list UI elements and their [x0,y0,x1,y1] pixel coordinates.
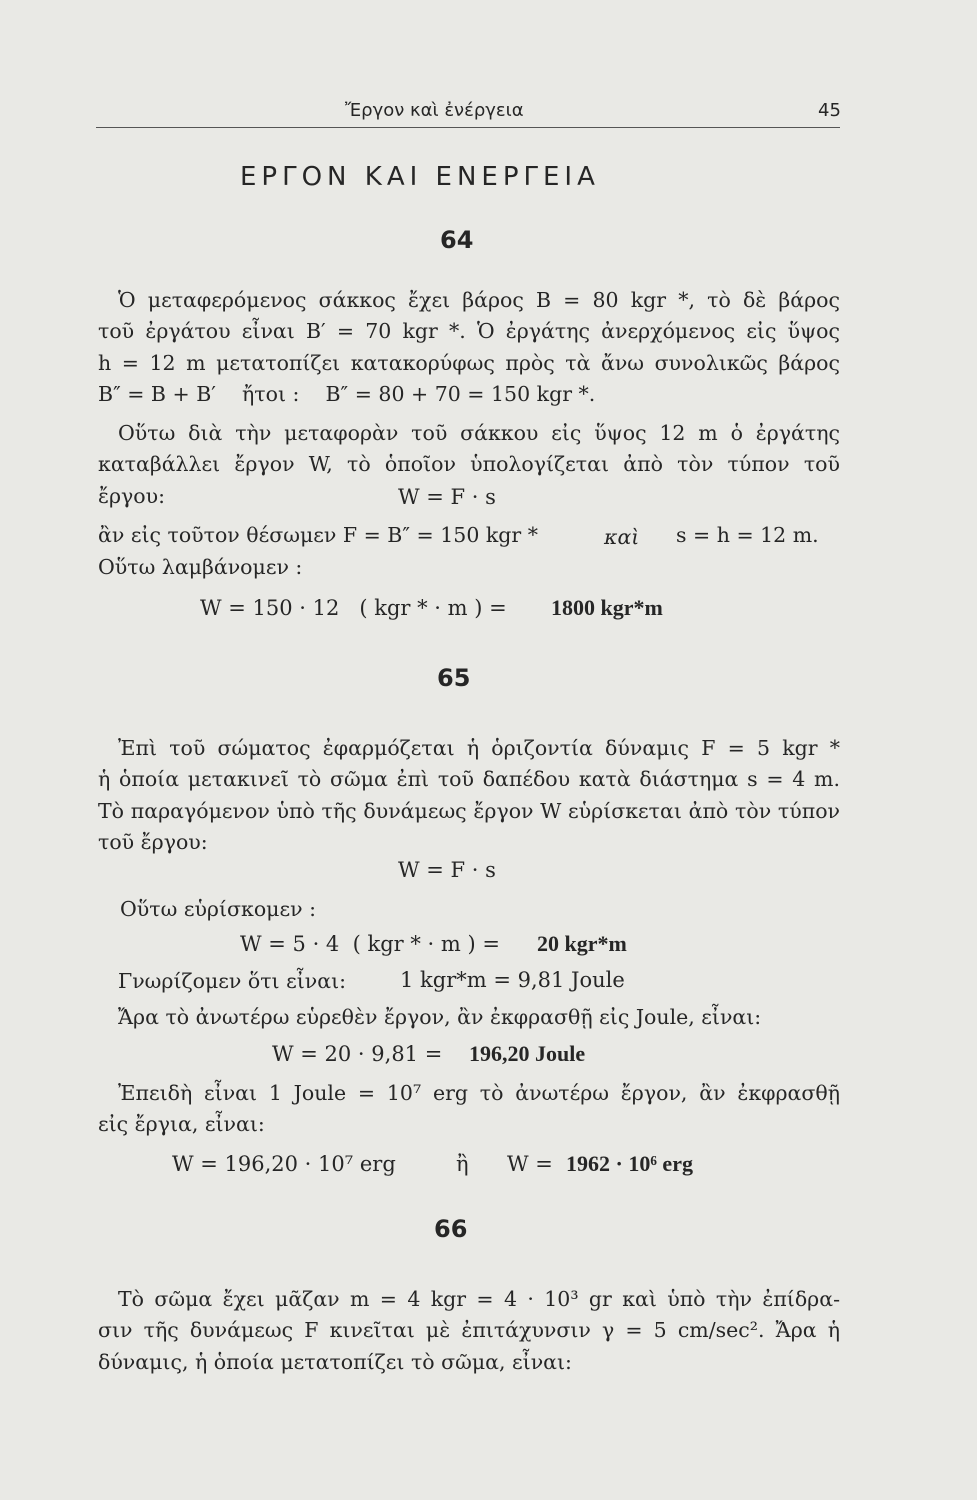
chapter-title: ΕΡΓΟΝ ΚΑΙ ΕΝΕΡΓΕΙΑ [240,162,600,192]
or-word: ἢ [456,1152,469,1176]
s-value: s = h = 12 m. [676,523,819,547]
since-paragraph [98,1078,840,1141]
and-word: καὶ [604,525,640,549]
result-value-65: 20 kgr*m [537,931,627,956]
erg-expression: W = 196,20 · 10⁷ erg [172,1152,396,1176]
text-line: Τὸ σῶμα ἔχει μᾶζαν m = 4 kgr = 4 · 10³ gr καὶ ὑπὸ τὴν ἐπίδρα- [118,1287,840,1311]
joule-value: 196,20 Joule [469,1041,586,1066]
text-line: B″ = B + B′ ἤτοι : B″ = 80 + 70 = 150 kgr *. [98,381,596,406]
header-rule [96,127,840,128]
text-line: Οὕτω διὰ τὴν μεταφορὰν τοῦ σάκκου εἰς ὕψος 12 m ὁ ἐργάτης [118,421,840,445]
result-expression-65: W = 5 · 4 ( kgr * · m ) = [240,932,500,956]
text-line: Ἐπὶ τοῦ σώματος ἐφαρμόζεται ἡ ὁριζοντία δύναμις F = 5 kgr * [118,736,840,760]
text-line: τοῦ ἐργάτου εἶναι B′ = 70 kgr *. Ὁ ἐργάτης ἀνερχόμενος εἰς ὕψος [98,319,840,344]
result-expression: W = 150 · 12 ( kgr * · m ) = [200,596,507,620]
problem-number-64: 64 [440,226,474,254]
problem-66-paragraph [98,1284,840,1378]
text-line: Τὸ παραγόμενον ὑπὸ τῆς δυνάμεως ἔργον W εὑρίσκεται ἀπὸ τὸν τύπον [98,798,840,823]
result-value: 1800 kgr*m [551,595,663,620]
work-formula-65: W = F · s [398,858,496,882]
known-equation: 1 kgr*m = 9,81 Joule [400,968,625,992]
erg-value: 1962 · 10⁶ erg [566,1151,693,1176]
text-line: h = 12 m μετατοπίζει κατακορύφως πρὸς τὰ ἄνω συνολικῶς βάρος [98,350,840,375]
substitution-text: ἂν εἰς τοῦτον θέσωμεν F = B″ = 150 kgr * [98,523,538,547]
text-line: Ἐπειδὴ εἶναι 1 Joule = 10⁷ erg τὸ ἀνωτέρω ἔργον, ἂν ἐκφρασθῇ [118,1081,840,1105]
known-text: Γνωρίζομεν ὅτι εἶναι: [118,969,347,993]
running-title: Ἔργον καὶ ἐνέργεια [345,100,524,121]
page-number: 45 [818,100,841,121]
joule-expression: W = 20 · 9,81 = [272,1042,443,1066]
text-line: καταβάλλει ἔργον W, τὸ ὁποῖον ὑπολογίζεται ἀπὸ τὸν τύπον τοῦ ἔργου: [98,452,840,508]
problem-64-paragraph [98,285,840,410]
therefore-text: Ἄρα τὸ ἀνωτέρω εὑρεθὲν ἔργον, ἂν ἐκφρασθῇ εἰς Joule, εἶναι: [118,1005,762,1029]
text-line: Ὁ μεταφερόμενος σάκκος ἔχει βάρος B = 80 kgr *, τὸ δὲ βάρος [118,288,840,312]
text-line: τοῦ ἔργου: [98,829,208,854]
problem-65-paragraph [98,733,840,858]
thus-text-65: Οὕτω εὑρίσκομεν : [120,897,316,921]
text-line: ἡ ὁποία μετακινεῖ τὸ σῶμα ἐπὶ τοῦ δαπέδου κατὰ διάστημα s = 4 m. [98,767,840,792]
text-line: δύναμις, ἡ ὁποία μετατοπίζει τὸ σῶμα, εἶναι: [98,1349,572,1374]
problem-number-65: 65 [437,664,471,692]
thus-text: Οὕτω λαμβάνομεν : [98,555,303,579]
problem-number-66: 66 [434,1215,468,1243]
text-line: σιν τῆς δυνάμεως F κινεῖται μὲ ἐπιτάχυνσιν γ = 5 cm/sec². Ἄρα ἡ [98,1318,840,1343]
text-line: εἰς ἔργια, εἶναι: [98,1112,265,1137]
work-formula: W = F · s [398,485,496,509]
erg-expression-2: W = [507,1152,553,1176]
